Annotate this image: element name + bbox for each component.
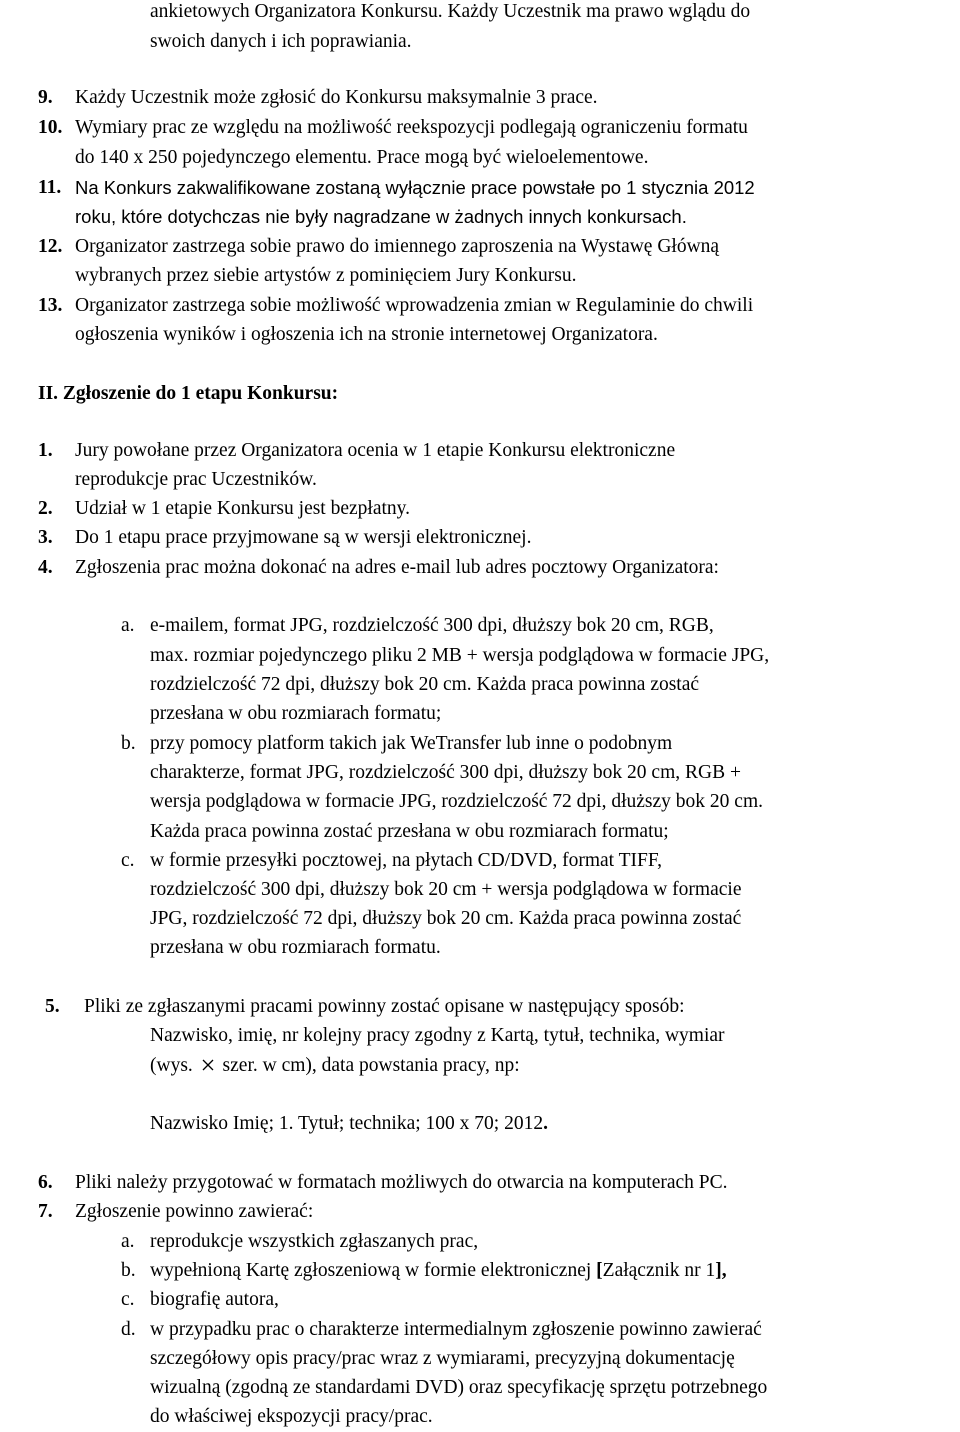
subitem-text: w formie przesyłki pocztowej, na płytach CD/DVD, format TIFF, — [150, 850, 663, 871]
item-number: 12. — [38, 236, 63, 257]
bracket-close: ], — [715, 1260, 727, 1281]
item-text: Nazwisko, imię, nr kolejny pracy zgodny z Kartą, tytuł, technika, wymiar — [150, 1025, 725, 1046]
item-text-dimensions — [150, 1052, 520, 1080]
intro-line-2: swoich danych i ich poprawiania. — [150, 31, 412, 52]
subitem-letter: c. — [121, 850, 135, 871]
item-text: roku, które dotychczas nie były nagradzane w żadnych innych konkursach. — [75, 206, 687, 227]
item-text: reprodukcje prac Uczestników. — [75, 469, 317, 490]
item-text: Na Konkurs zakwalifikowane zostaną wyłącznie prace powstałe po 1 stycznia 2012 — [75, 177, 755, 198]
item-number: 10. — [38, 117, 63, 138]
subitem-text: szczegółowy opis pracy/prac wraz z wymiarami, precyzyjną dokumentację — [150, 1348, 735, 1369]
item-text: Udział w 1 etapie Konkursu jest bezpłatny. — [75, 498, 411, 519]
subitem-text: wersja podglądowa w formacie JPG, rozdzielczość 72 dpi, dłuższy bok 20 cm. — [150, 791, 763, 812]
subitem-text: e-mailem, format JPG, rozdzielczość 300 dpi, dłuższy bok 20 cm, RGB, — [150, 615, 714, 636]
example-text: Nazwisko Imię; 1. Tytuł; technika; 100 x 70; 2012 — [150, 1113, 544, 1134]
item-text: Zgłoszenia prac można dokonać na adres e-mail lub adres pocztowy Organizatora: — [75, 557, 719, 578]
item-text: ogłoszenia wyników i ogłoszenia ich na stronie internetowej Organizatora. — [75, 324, 658, 345]
subitem-text: rozdzielczość 300 dpi, dłuższy bok 20 cm + wersja podglądowa w formacie — [150, 879, 742, 900]
item-number: 1. — [38, 440, 53, 461]
item-text: Wymiary prac ze względu na możliwość reekspozycji podlegają ograniczeniu formatu — [75, 117, 748, 138]
item-number: 5. — [45, 996, 60, 1017]
bracket-open: [ — [596, 1260, 603, 1281]
subitem-text: przesłana w obu rozmiarach formatu; — [150, 703, 442, 724]
dim-width-label: szer. w cm), data powstania pracy, np: — [222, 1055, 520, 1076]
subitem-text: w przypadku prac o charakterze intermedialnym zgłoszenie powinno zawierać — [150, 1319, 762, 1340]
item-number: 9. — [38, 87, 53, 108]
multiply-icon — [198, 1052, 218, 1080]
annex-reference: Załącznik nr 1 — [602, 1260, 716, 1281]
subitem-text: przesłana w obu rozmiarach formatu. — [150, 937, 441, 958]
intro-line-1: ankietowych Organizatora Konkursu. Każdy Uczestnik ma prawo wglądu do — [150, 1, 751, 22]
example-line — [150, 1110, 548, 1138]
item-text: Organizator zastrzega sobie prawo do imiennego zaproszenia na Wystawę Główną — [75, 236, 720, 257]
subitem-text: do właściwej ekspozycji pracy/prac. — [150, 1406, 433, 1427]
subitem-text: JPG, rozdzielczość 72 dpi, dłuższy bok 20 cm. Każda praca powinna zostać — [150, 908, 742, 929]
item-number: 13. — [38, 295, 63, 316]
subitem-text: charakterze, format JPG, rozdzielczość 300 dpi, dłuższy bok 20 cm, RGB + — [150, 762, 741, 783]
item-text: Do 1 etapu prace przyjmowane są w wersji elektronicznej. — [75, 527, 532, 548]
item-number: 2. — [38, 498, 53, 519]
item-text: wybranych przez siebie artystów z pominięciem Jury Konkursu. — [75, 265, 577, 286]
subitem-text: biografię autora, — [150, 1289, 279, 1310]
item-text: Pliki należy przygotować w formatach możliwych do otwarcia na komputerach PC. — [75, 1172, 728, 1193]
item-text: do 140 x 250 pojedynczego elementu. Prace mogą być wieloelementowe. — [75, 147, 649, 168]
dim-height-label: (wys. — [150, 1055, 193, 1076]
item-text: Organizator zastrzega sobie możliwość wprowadzenia zmian w Regulaminie do chwili — [75, 295, 754, 316]
item-number: 6. — [38, 1172, 53, 1193]
subitem-letter: c. — [121, 1289, 135, 1310]
item-text: Każdy Uczestnik może zgłosić do Konkursu maksymalnie 3 prace. — [75, 87, 598, 108]
subitem-letter: a. — [121, 1231, 135, 1252]
subitem-text: rozdzielczość 72 dpi, dłuższy bok 20 cm. Każda praca powinna zostać — [150, 674, 700, 695]
example-dot: . — [543, 1113, 548, 1134]
subitem-letter: b. — [121, 1260, 136, 1281]
item-number: 4. — [38, 557, 53, 578]
item-number: 3. — [38, 527, 53, 548]
subitem-text: Każda praca powinna zostać przesłana w obu rozmiarach formatu; — [150, 821, 669, 842]
subitem-text: max. rozmiar pojedynczego pliku 2 MB + wersja podglądowa w formacie JPG, — [150, 645, 770, 666]
subitem-text — [150, 1257, 727, 1285]
item-text: Pliki ze zgłaszanymi pracami powinny zostać opisane w następujący sposób: — [84, 996, 685, 1017]
subitem-letter: d. — [121, 1319, 136, 1340]
subitem-text: przy pomocy platform takich jak WeTransfer lub inne o podobnym — [150, 733, 673, 754]
form-text: wypełnioną Kartę zgłoszeniową w formie elektronicznej — [150, 1260, 597, 1281]
item-text: Jury powołane przez Organizatora ocenia w 1 etapie Konkursu elektroniczne — [75, 440, 676, 461]
item-number: 7. — [38, 1201, 53, 1222]
subitem-letter: b. — [121, 733, 136, 754]
subitem-letter: a. — [121, 615, 135, 636]
item-number: 11. — [38, 177, 62, 198]
item-text: Zgłoszenie powinno zawierać: — [75, 1201, 314, 1222]
subitem-text: reprodukcje wszystkich zgłaszanych prac, — [150, 1231, 479, 1252]
section-heading: II. Zgłoszenie do 1 etapu Konkursu: — [38, 383, 339, 404]
subitem-text: wizualną (zgodną ze standardami DVD) oraz specyfikację sprzętu potrzebnego — [150, 1377, 768, 1398]
